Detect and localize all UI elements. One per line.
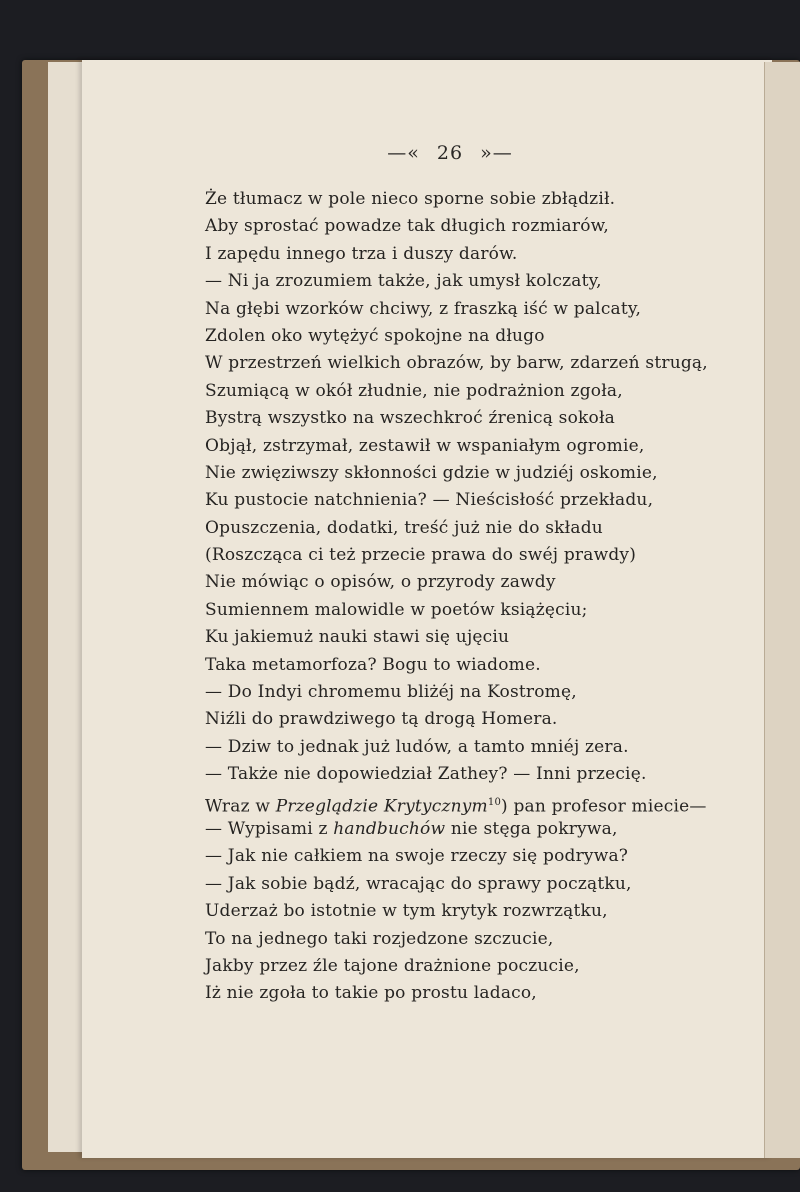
poem-line: Uderzaż bo istotnie w tym krytyk rozwrzątku, (205, 901, 608, 922)
line-text: nie stęga pokrywa, (445, 818, 618, 839)
poem-line: Zdolen oko wytężyć spokojne na długo (205, 325, 545, 346)
poem-line: Na głębi wzorków chciwy, z fraszką iść w palcaty, (205, 298, 642, 319)
poem-text (205, 186, 725, 1008)
page-number: 26 (436, 142, 464, 164)
poem-line: Objął, zstrzymał, zestawił w wspaniałym ogromie, (205, 435, 645, 456)
poem-line: — Ni ja zrozumiem także, jak umysł kolczaty, (205, 271, 602, 292)
poem-line: Opuszczenia, dodatki, treść już nie do składu (205, 517, 603, 538)
poem-line: Że tłumacz w pole nieco sporne sobie zbłądził. (205, 189, 616, 209)
poem-line: Nie mówiąc o opisów, o przyrody zawdy (205, 572, 556, 593)
poem-line: — Jak nie całkiem na swoje rzeczy się podrywa? (205, 846, 629, 867)
poem-line: I zapędu innego trza i duszy darów. (205, 243, 518, 264)
footnote-marker: 10 (487, 796, 502, 808)
poem-line: Iż nie zgoła to takie po prostu ladaco, (205, 983, 537, 1004)
poem-line: Sumiennem malowidle w poetów książęciu; (205, 599, 588, 620)
poem-line: Jakby przez źle tajone drażnione poczucie, (205, 955, 580, 976)
poem-line: Ku jakiemuż nauki stawi się ujęciu (205, 627, 510, 648)
poem-line-with-citation (205, 789, 725, 816)
poem-line: To na jednego taki rozjedzone szczucie, (205, 928, 554, 949)
poem-line: Ku pustocie natchnienia? — Nieścisłość przekładu, (205, 490, 654, 511)
facing-page-edge (764, 62, 800, 1158)
poem-line-with-italic (205, 816, 725, 843)
journal-title: Przeglądzie Krytycznym (275, 796, 488, 817)
poem-line: Bystrą wszystko na wszechkroć źrenicą sokoła (205, 408, 616, 429)
poem-line: Taka metamorfoza? Bogu to wiadome. (205, 654, 541, 675)
poem-line: Nie zwięziwszy skłonności gdzie w judziéj oskomie, (205, 462, 658, 483)
poem-line: Aby sprostać powadze tak długich rozmiarów, (205, 216, 609, 237)
line-text: ) pan profesor miecie— (501, 796, 707, 817)
poem-line: Niźli do prawdziwego tą drogą Homera. (205, 709, 558, 730)
italic-word: handbuchów (333, 818, 446, 839)
poem-line: — Także nie dopowiedział Zathey? — Inni przecię. (205, 764, 647, 785)
poem-line: — Dziw to jednak już ludów, a tamto mniéj zera. (205, 736, 629, 757)
poem-line: W przestrzeń wielkich obrazów, by barw, zdarzeń strugą, (205, 353, 708, 374)
page-number-header (0, 142, 800, 164)
poem-line: (Roszcząca ci też przecie prawa do swéj prawdy) (205, 545, 637, 566)
poem-line: — Do Indyi chromemu bliżéj na Kostromę, (205, 682, 577, 703)
poem-line: — Jak sobie bądź, wracając do sprawy początku, (205, 873, 632, 894)
poem-line: Szumiącą w okół złudnie, nie podrażnion zgoła, (205, 380, 623, 401)
page-number-prefix: —« (387, 142, 420, 164)
line-text: Wraz w (205, 796, 276, 817)
page-number-suffix: »— (480, 142, 513, 164)
line-text: — Wypisami z (205, 818, 334, 839)
